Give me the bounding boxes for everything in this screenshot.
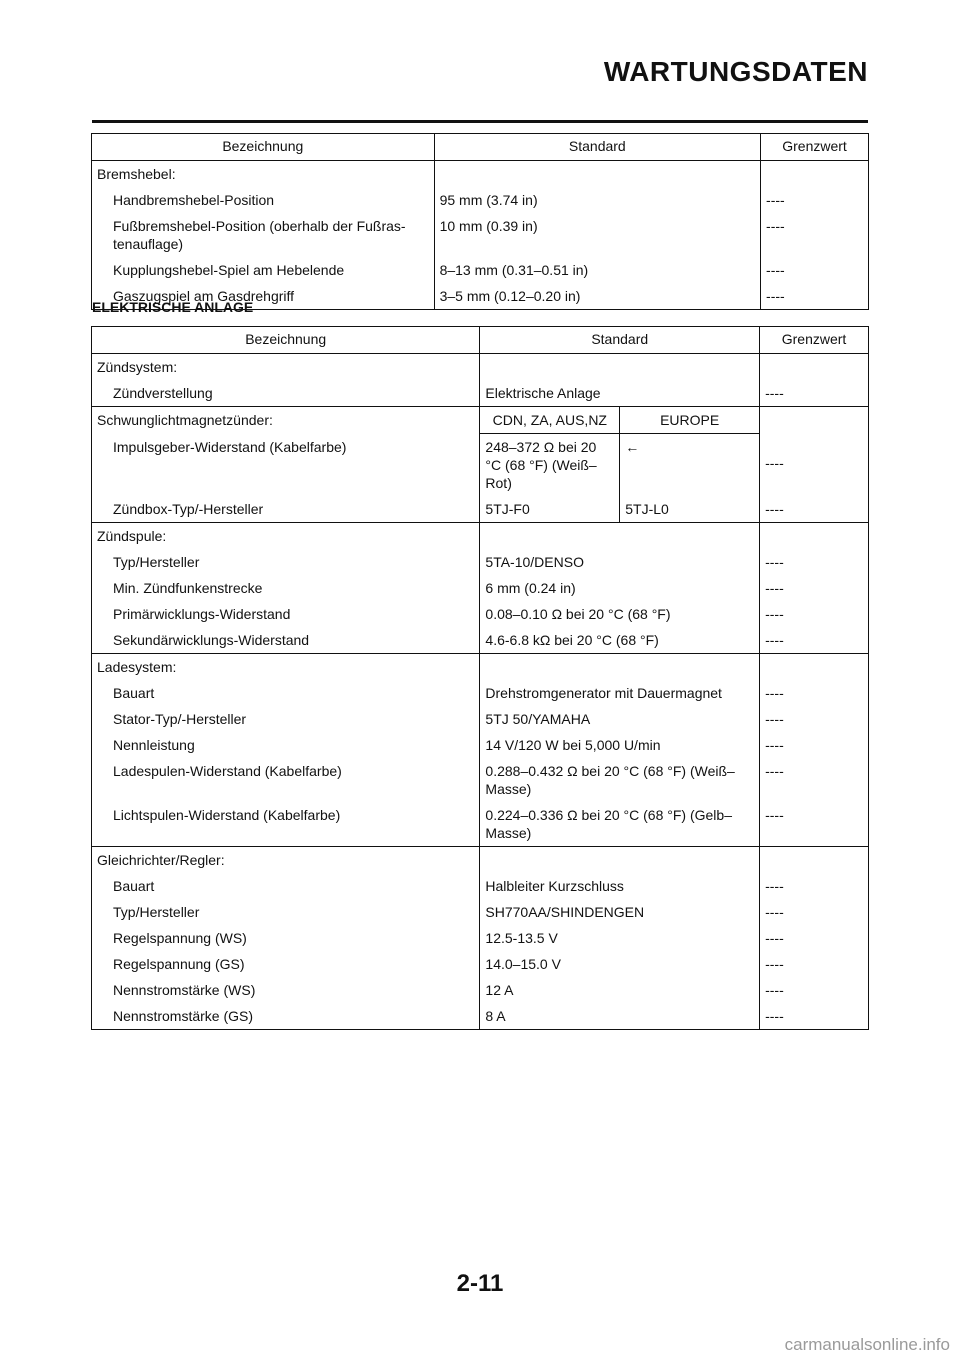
header-grenzwert: Grenzwert: [761, 134, 869, 161]
header-grenzwert: Grenzwert: [760, 327, 869, 354]
row-label: Min. Zündfunkenstrecke: [92, 575, 480, 601]
row-label: Gaszugspiel am Gasdrehgriff: [92, 283, 435, 310]
row-limit: ----: [760, 575, 869, 601]
group-title-row: [92, 523, 869, 550]
row-label: Zündbox-Typ/-Hersteller: [92, 496, 480, 523]
sub-header-europe: EUROPE: [620, 407, 760, 434]
table-row: [92, 680, 869, 706]
row-label: Kupplungshebel-Spiel am Hebelende: [92, 257, 435, 283]
brake-lever-table: [91, 133, 869, 310]
group-title: Zündspule:: [92, 523, 480, 550]
row-standard: 12.5-13.5 V: [480, 925, 760, 951]
table-row: [92, 434, 869, 497]
row-standard-europe: ←: [620, 434, 760, 497]
row-limit: ----: [760, 1003, 869, 1030]
table-row: [92, 951, 869, 977]
table-row: [92, 873, 869, 899]
group-title: Ladesystem:: [92, 654, 480, 681]
row-label: Typ/Hersteller: [92, 899, 480, 925]
group-title-row: [92, 847, 869, 874]
row-limit: ----: [760, 496, 869, 523]
header-standard: Standard: [480, 327, 760, 354]
row-limit: ----: [760, 706, 869, 732]
row-standard: 0.288–0.432 Ω bei 20 °C (68 °F) (Weiß–Masse): [480, 758, 760, 802]
table-row: [92, 187, 869, 213]
row-limit: ----: [761, 213, 869, 257]
row-label: Stator-Typ/-Hersteller: [92, 706, 480, 732]
row-standard: 6 mm (0.24 in): [480, 575, 760, 601]
group-title: Zündsystem:: [92, 354, 480, 381]
table-row: [92, 802, 869, 847]
row-limit: ----: [761, 187, 869, 213]
table-row: [92, 758, 869, 802]
table-row: [92, 549, 869, 575]
row-limit: ----: [760, 977, 869, 1003]
row-standard: Drehstromgenerator mit Dauermagnet: [480, 680, 760, 706]
row-limit: ----: [761, 283, 869, 310]
row-standard: 14 V/120 W bei 5,000 U/min: [480, 732, 760, 758]
row-label: Bauart: [92, 680, 480, 706]
table-row: [92, 706, 869, 732]
table-row: [92, 257, 869, 283]
section-title: ELEKTRISCHE ANLAGE: [92, 299, 254, 315]
row-label: Nennleistung: [92, 732, 480, 758]
row-standard: 4.6-6.8 kΩ bei 20 °C (68 °F): [480, 627, 760, 654]
group-title: Gleichrichter/Regler:: [92, 847, 480, 874]
row-limit: ----: [760, 407, 869, 497]
row-limit: ----: [760, 732, 869, 758]
row-standard: 95 mm (3.74 in): [434, 187, 760, 213]
row-limit: ----: [760, 601, 869, 627]
table-row: [92, 575, 869, 601]
page-number: 2-11: [456, 1270, 504, 1297]
header-standard: Standard: [434, 134, 760, 161]
row-limit: ----: [760, 925, 869, 951]
row-standard: 8–13 mm (0.31–0.51 in): [434, 257, 760, 283]
group-title-row: [92, 407, 869, 434]
table-row: [92, 732, 869, 758]
row-standard: 8 A: [480, 1003, 760, 1030]
row-label: Primärwicklungs-Widerstand: [92, 601, 480, 627]
row-limit: ----: [760, 380, 869, 407]
header-rule: [92, 120, 868, 123]
header-bezeichnung: Bezeichnung: [92, 327, 480, 354]
row-standard: 5TJ 50/YAMAHA: [480, 706, 760, 732]
table-row: [92, 1003, 869, 1030]
header-bezeichnung: Bezeichnung: [92, 134, 435, 161]
table-row: [92, 977, 869, 1003]
row-standard: 14.0–15.0 V: [480, 951, 760, 977]
row-standard: Elektrische Anlage: [480, 380, 760, 407]
sub-header-cdn: CDN, ZA, AUS,NZ: [480, 407, 620, 434]
row-label: Ladespulen-Widerstand (Kabelfarbe): [92, 758, 480, 802]
row-standard: SH770AA/SHINDENGEN: [480, 899, 760, 925]
group-title-row: [92, 354, 869, 381]
row-label: Lichtspulen-Widerstand (Kabelfarbe): [92, 802, 480, 847]
table-row: [92, 380, 869, 407]
table-header-row: [92, 134, 869, 161]
row-label: Zündverstellung: [92, 380, 480, 407]
row-standard: 12 A: [480, 977, 760, 1003]
group-title: Bremshebel:: [92, 161, 435, 188]
row-label: Nennstromstärke (WS): [92, 977, 480, 1003]
table-header-row: [92, 327, 869, 354]
table-row: [92, 627, 869, 654]
page-title: WARTUNGSDATEN: [603, 56, 868, 87]
row-standard: 10 mm (0.39 in): [434, 213, 760, 257]
row-label: Impulsgeber-Widerstand (Kabelfarbe): [92, 434, 480, 497]
group-title: Schwunglichtmagnetzünder:: [92, 407, 480, 434]
row-standard: 0.224–0.336 Ω bei 20 °C (68 °F) (Gelb–Masse): [480, 802, 760, 847]
row-label: Fußbremshebel-Position (oberhalb der Fußras-tenauflage): [92, 213, 435, 257]
row-limit: ----: [760, 899, 869, 925]
electrical-table: [91, 326, 869, 1030]
row-limit: ----: [760, 873, 869, 899]
row-label: Handbremshebel-Position: [92, 187, 435, 213]
row-standard-europe: 5TJ-L0: [620, 496, 760, 523]
row-standard-cdn: 5TJ-F0: [480, 496, 620, 523]
row-limit: ----: [760, 802, 869, 847]
row-label: Regelspannung (GS): [92, 951, 480, 977]
row-limit: ----: [760, 627, 869, 654]
row-label: Bauart: [92, 873, 480, 899]
group-title-row: [92, 161, 869, 188]
row-label: Typ/Hersteller: [92, 549, 480, 575]
row-standard-cdn: 248–372 Ω bei 20 °C (68 °F) (Weiß–Rot): [480, 434, 620, 497]
table-row: [92, 496, 869, 523]
row-limit: ----: [761, 257, 869, 283]
group-title-row: [92, 654, 869, 681]
watermark: carmanualsonline.info: [784, 1335, 950, 1354]
table-row: [92, 899, 869, 925]
row-label: Sekundärwicklungs-Widerstand: [92, 627, 480, 654]
row-standard: 5TA-10/DENSO: [480, 549, 760, 575]
table-row: [92, 601, 869, 627]
table-row: [92, 925, 869, 951]
row-limit: ----: [760, 680, 869, 706]
row-standard: Halbleiter Kurzschluss: [480, 873, 760, 899]
table-row: [92, 213, 869, 257]
row-label: Nennstromstärke (GS): [92, 1003, 480, 1030]
row-limit: ----: [760, 951, 869, 977]
row-label: Regelspannung (WS): [92, 925, 480, 951]
row-limit: ----: [760, 758, 869, 802]
row-limit: ----: [760, 549, 869, 575]
row-standard: 0.08–0.10 Ω bei 20 °C (68 °F): [480, 601, 760, 627]
row-standard: 3–5 mm (0.12–0.20 in): [434, 283, 760, 310]
